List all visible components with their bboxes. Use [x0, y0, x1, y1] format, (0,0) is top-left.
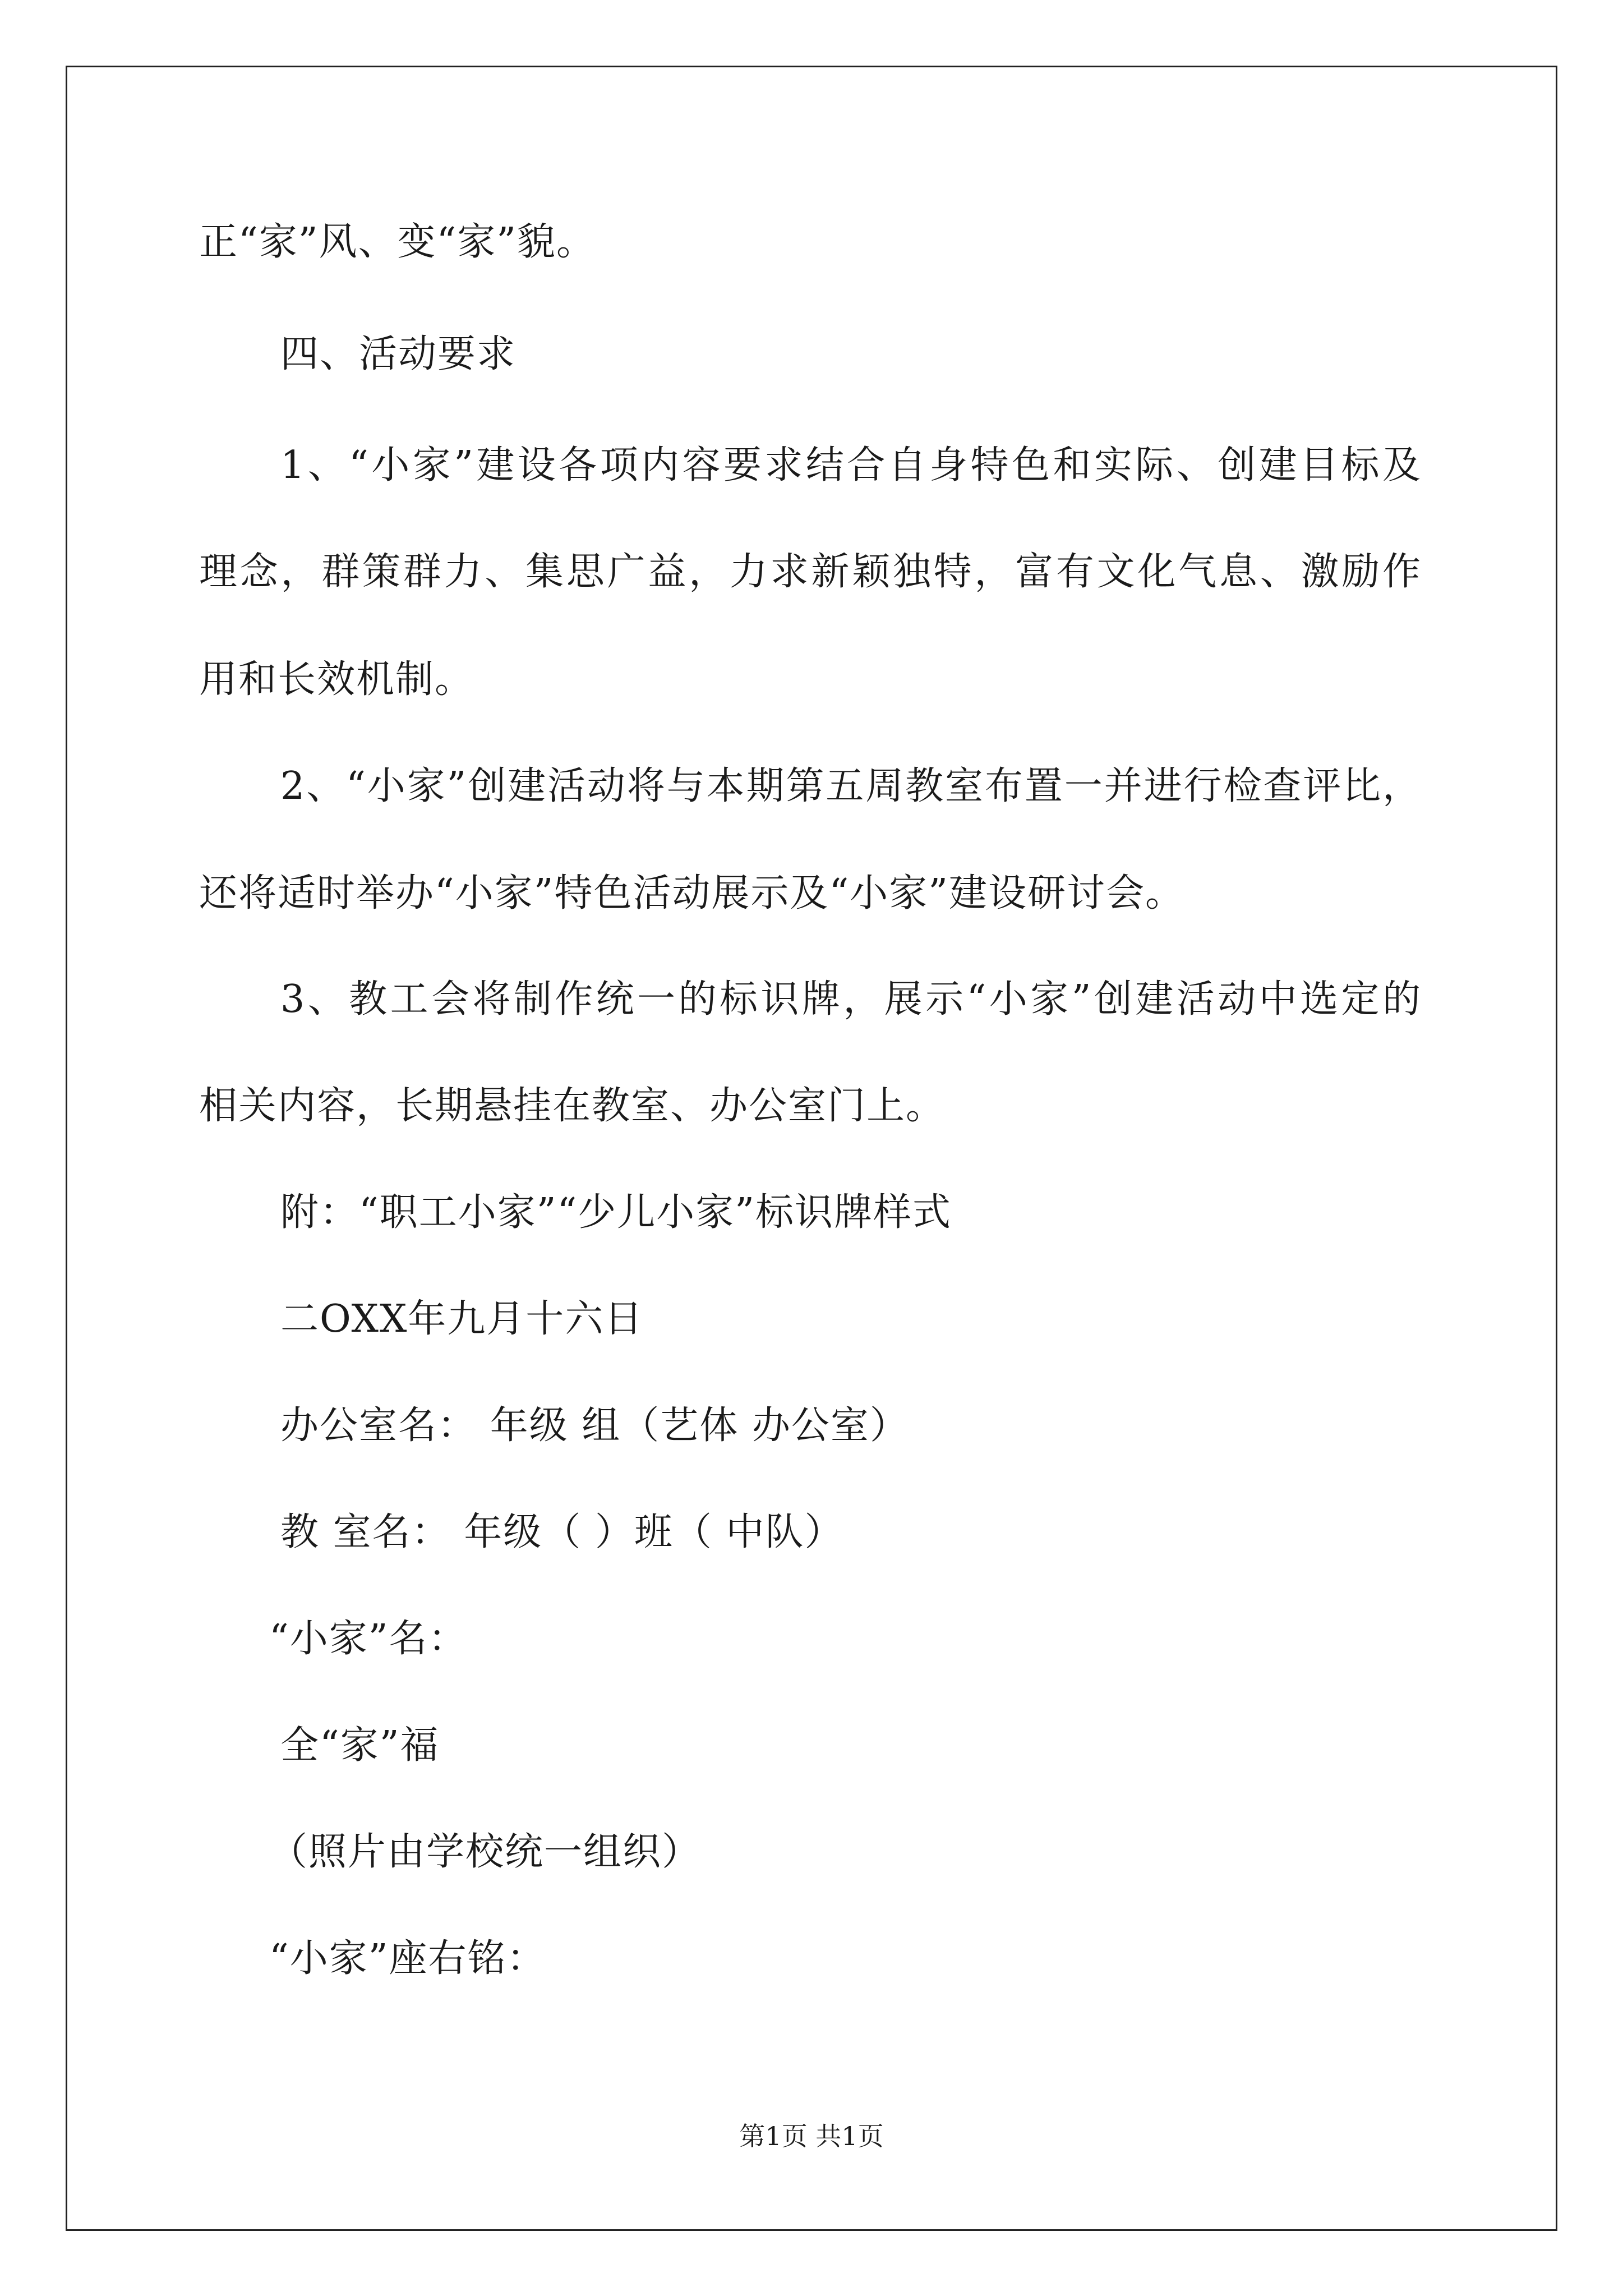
- date-line: 二OXX年九月十六日: [280, 1297, 644, 1341]
- text-line: 正“家”风、变“家”貌。: [199, 220, 596, 264]
- classroom-name-line: 教 室名： 年级（ ）班（ 中队）: [280, 1510, 844, 1554]
- photo-note-line: （照片由学校统一组织）: [269, 1830, 702, 1874]
- page-number: 第1页 共1页: [739, 2121, 884, 2151]
- home-name-line: “小家”名：: [269, 1617, 468, 1661]
- office-name-line: 办公室名： 年级 组（艺体 办公室）: [280, 1404, 909, 1448]
- text-line: 理念，群策群力、集思广益，力求新颖独特，富有文化气息、激励作: [199, 550, 1422, 594]
- motto-line: “小家”座右铭：: [269, 1936, 546, 1981]
- section-heading: 四、活动要求: [280, 332, 517, 376]
- text-line: 3、教工会将制作统一的标识牌，展示“小家”创建活动中选定的: [280, 977, 1422, 1022]
- appendix-line: 附：“职工小家”“少儿小家”标识牌样式: [280, 1190, 952, 1235]
- text-line: 用和长效机制。: [199, 657, 474, 702]
- text-line: 相关内容，长期悬挂在教室、办公室门上。: [199, 1084, 946, 1128]
- text-line: 2、“小家”创建活动将与本期第五周教室布置一并进行检查评比，: [280, 764, 1422, 808]
- text-line: 还将适时举办“小家”特色活动展示及“小家”建设研讨会。: [199, 871, 1185, 915]
- text-line: 1、“小家”建设各项内容要求结合自身特色和实际、创建目标及: [280, 443, 1422, 487]
- family-photo-line: 全“家”福: [280, 1723, 440, 1768]
